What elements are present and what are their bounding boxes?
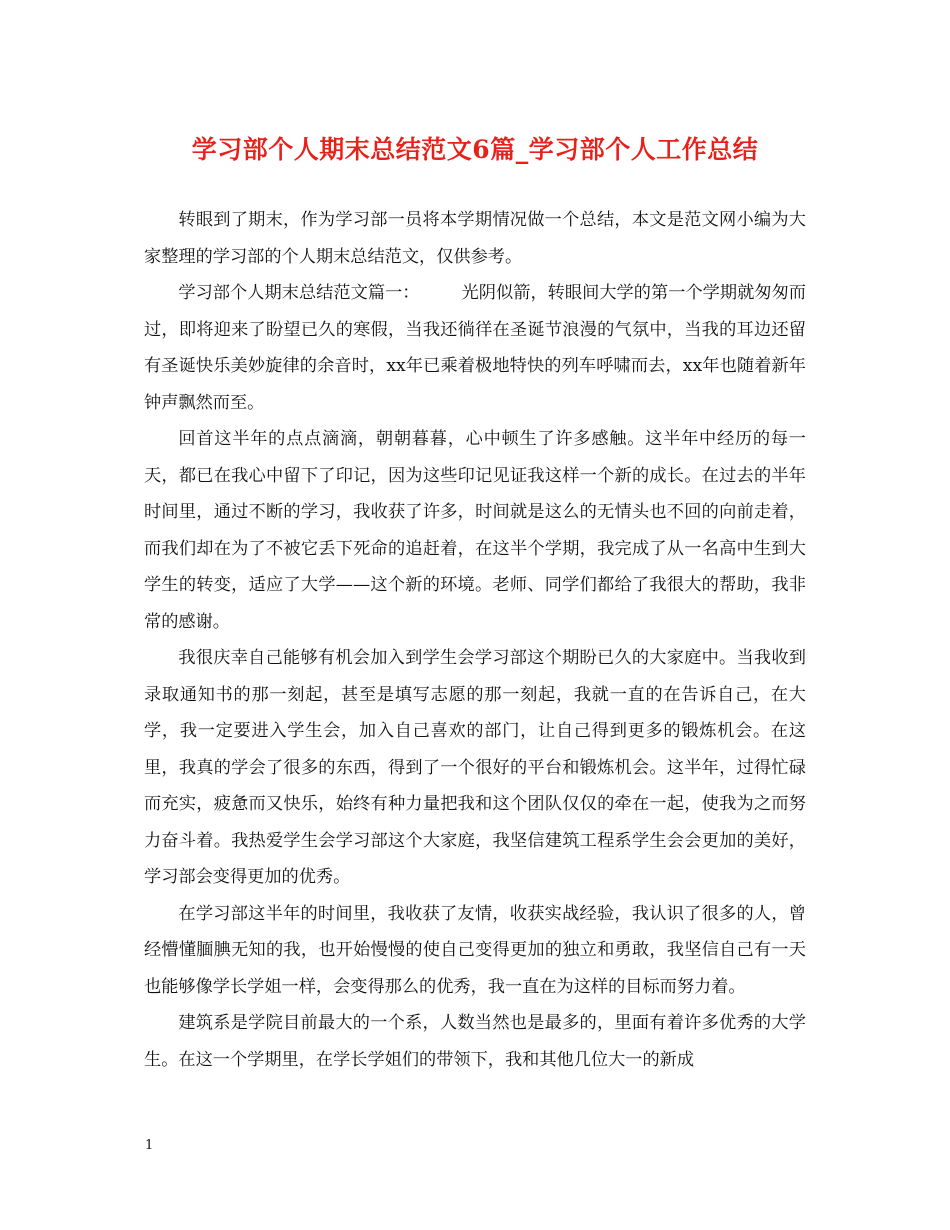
- body-paragraph: 建筑系是学院目前最大的一个系，人数当然也是最多的，里面有着许多优秀的大学生。在这一个学期里，在学长学姐们的带领下，我和其他几位大一的新成: [144, 1013, 806, 1070]
- intro-paragraph: 转眼到了期末，作为学习部一员将本学期情况做一个总结，本文是范文网小编为大家整理的学习部的个人期末总结范文，仅供参考。: [144, 210, 806, 267]
- page-number: 1: [145, 1138, 154, 1153]
- document-title: 学习部个人期末总结范文6篇_学习部个人工作总结: [191, 135, 759, 164]
- body-paragraph: 回首这半年的点点滴滴，朝朝暮暮，心中顿生了许多感触。这半年中经历的每一天，都已在我心中留下了印记，因为这些印记见证我这样一个新的成长。在过去的半年时间里，通过不断的学习，我收获了许多，时间就是这么的无情头也不回的向前走着，而我们却在为了不被它丢下死命的追赶着，在这半个学期，我完成了从一名高中生到大学生的转变，适应了大学——这个新的环境。老师、同学们都给了我很大的帮助，我非常的感谢。: [144, 429, 806, 632]
- body-paragraph: 在学习部这半年的时间里，我收获了友情，收获实战经验，我认识了很多的人，曾经懵懂腼腆无知的我，也开始慢慢的使自己变得更加的独立和勇敢，我坚信自己有一天也能够像学长学姐一样，会变得那么的优秀，我一直在为这样的目标而努力着。: [144, 903, 806, 997]
- section-heading: 学习部个人期末总结范文篇一：: [178, 283, 420, 303]
- document-body: [144, 202, 806, 1078]
- section-paragraph: [144, 275, 806, 421]
- body-paragraph: 我很庆幸自己能够有机会加入到学生会学习部这个期盼已久的大家庭中。当我收到录取通知书的那一刻起，甚至是填写志愿的那一刻起，我就一直的在告诉自己，在大学，我一定要进入学生会，加入自己喜欢的部门，让自己得到更多的锻炼机会。在这里，我真的学会了很多的东西，得到了一个很好的平台和锻炼机会。这半年，过得忙碌而充实，疲惫而又快乐，始终有种力量把我和这个团队仅仅的牵在一起，使我为之而努力奋斗着。我热爱学生会学习部这个大家庭，我坚信建筑工程系学生会会更加的美好，学习部会变得更加的优秀。: [144, 648, 806, 887]
- section-lead-text: 光阴似箭，转眼间大学的第一个学期就匆匆而过，即将迎来了盼望已久的寒假，当我还徜徉在圣诞节浪漫的气氛中，当我的耳边还留有圣诞快乐美妙旋律的余音时，xx年已乘着极地特快的列车呼啸而去，xx年也随着新年钟声飘然而至。: [144, 283, 806, 413]
